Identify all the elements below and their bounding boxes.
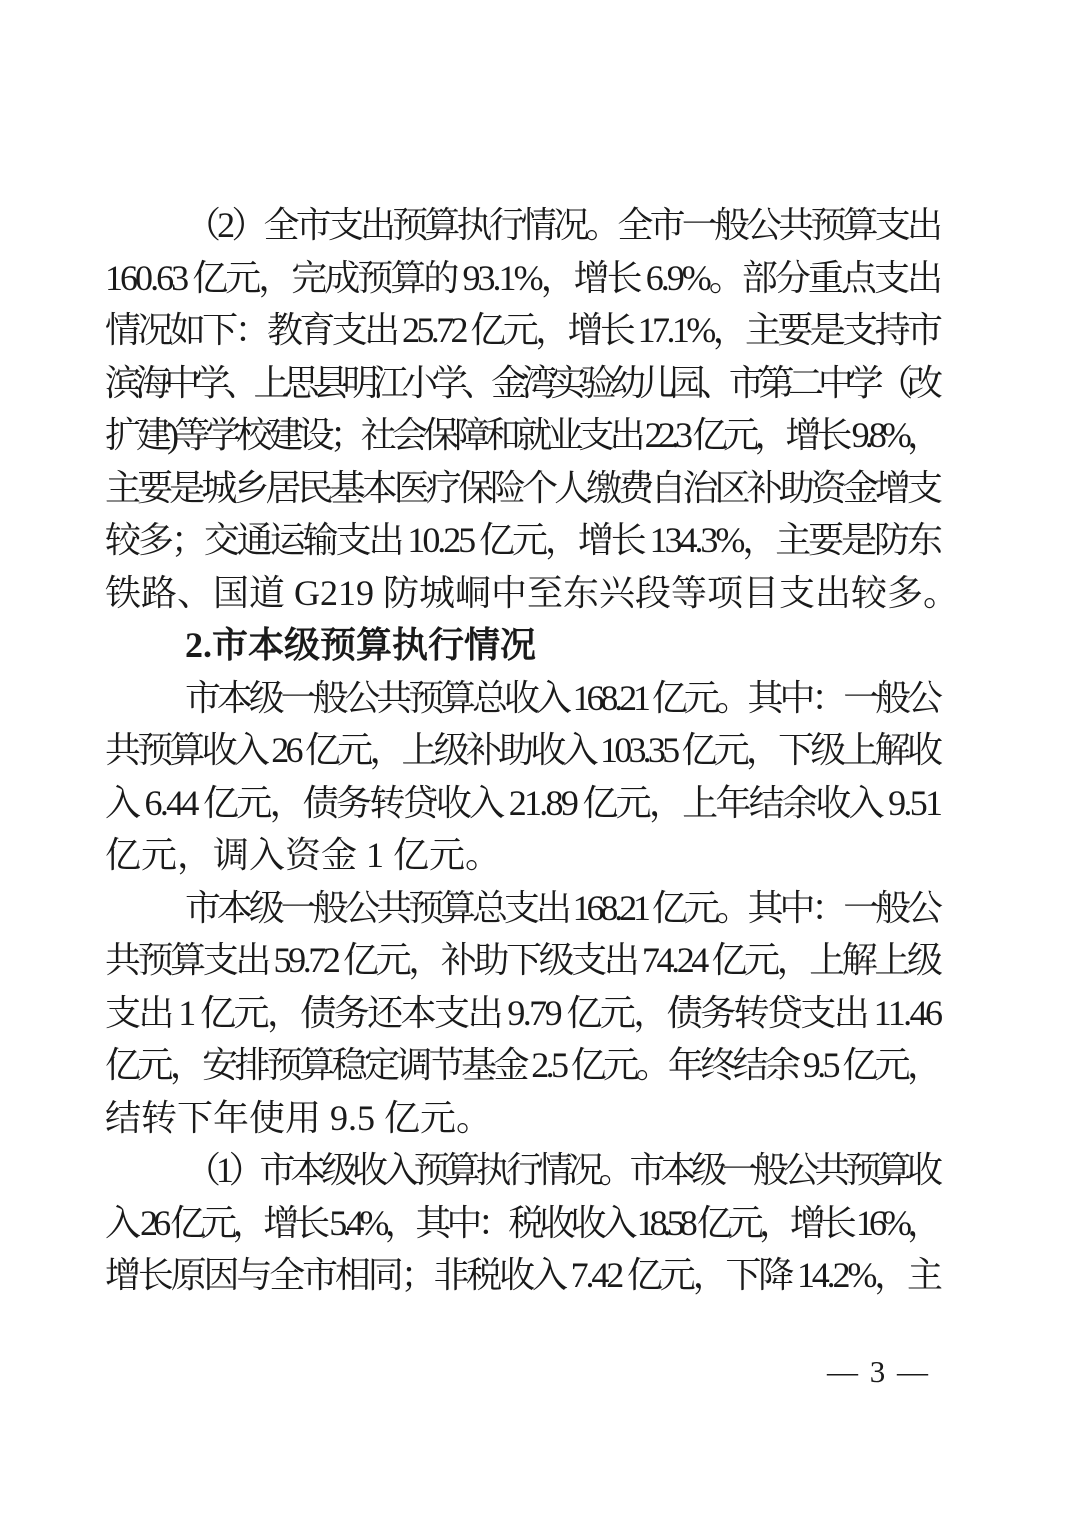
text-line	[105, 304, 943, 357]
text-line-content: 主要是城乡居民基本医疗保险个人缴费自治区补助资金增支	[105, 467, 940, 508]
text-line	[105, 672, 943, 725]
text-line-content: 市本级一般公共预算总收入 168.21 亿元。其中：一般公	[185, 677, 939, 718]
text-line	[105, 1092, 943, 1145]
page-number: — 3 —	[827, 1354, 930, 1389]
text-line	[105, 1197, 943, 1250]
text-line-content: 较多；交通运输支出 10.25 亿元，增长 134.3%，主要是防东	[105, 520, 940, 560]
text-line-content: 亿元，安排预算稳定调节基金 2.5 亿元。年终结余 9.5 亿元，	[105, 1045, 940, 1085]
text-line-content: 2.市本级预算执行情况	[185, 625, 537, 665]
text-line	[105, 619, 943, 672]
text-line	[105, 514, 943, 567]
text-line	[105, 1249, 943, 1302]
text-line	[105, 252, 943, 305]
text-line	[105, 409, 943, 462]
paragraph	[105, 672, 943, 882]
text-line	[105, 777, 943, 830]
text-line-content: 铁路、国道 G219 防城峒中至东兴段等项目支出较多。	[105, 572, 959, 613]
text-line	[105, 199, 943, 252]
text-line-content: （1）市本级收入预算执行情况。市本级一般公共预算收	[185, 1150, 938, 1190]
text-line-content: 入 26 亿元，增长 5.4%，其中：税收收入 18.58 亿元，增长 16%，	[105, 1202, 939, 1243]
text-line	[105, 462, 943, 515]
paragraph	[105, 199, 959, 619]
paragraph	[105, 1144, 943, 1302]
text-line-content: 增长原因与全市相同；非税收入 7.42 亿元，下降 14.2%，主	[105, 1255, 940, 1295]
text-line-content: 共预算收入 26 亿元，上级补助收入 103.35 亿元，下级上解收	[105, 730, 940, 770]
text-line	[105, 882, 943, 935]
text-line-content: 扩建)等学校建设；社会保障和就业支出 22.3 亿元，增长 9.8%，	[105, 415, 939, 455]
text-line-content: 160.63 亿元，完成预算的 93.1%，增长 6.9%。部分重点支出	[105, 257, 941, 298]
text-line-content: 情况如下：教育支出 25.72 亿元，增长 17.1%，主要是支持市	[105, 310, 940, 350]
text-line-content: 市本级一般公共预算总支出 168.21 亿元。其中：一般公	[185, 887, 939, 928]
text-line-content: 共预算支出 59.72 亿元，补助下级支出 74.24 亿元，上解上级	[105, 940, 940, 980]
text-line	[105, 1144, 943, 1197]
text-line	[105, 829, 943, 882]
text-line-content: 亿元，调入资金 1 亿元。	[105, 835, 502, 875]
text-line	[105, 934, 943, 987]
text-line	[105, 1039, 943, 1092]
text-line-content: 入 6.44 亿元，债务转贷收入 21.89 亿元，上年结余收入 9.51	[105, 782, 941, 823]
text-line-content: 结转下年使用 9.5 亿元。	[105, 1097, 493, 1138]
text-line	[105, 567, 959, 620]
text-line-content: 支出 1 亿元，债务还本支出 9.79 亿元，债务转贷支出 11.46	[105, 992, 941, 1033]
text-line	[105, 724, 943, 777]
paragraph	[105, 882, 943, 1145]
text-line	[105, 357, 943, 410]
document-body	[105, 199, 959, 1302]
text-line-content: （2）全市支出预算执行情况。全市一般公共预算支出	[185, 205, 940, 245]
text-line	[105, 987, 943, 1040]
text-line-content: 滨海中学、上思县明江小学、金湾实验幼儿园、市第二中学（改	[105, 362, 937, 403]
section-heading	[105, 619, 943, 672]
